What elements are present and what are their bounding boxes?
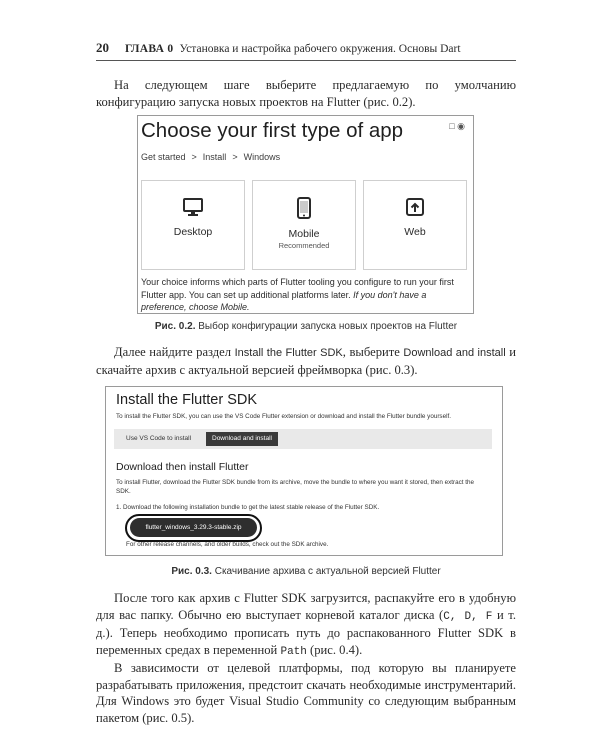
ui-term: Install the Flutter SDK [234, 347, 343, 359]
install-method-tabs [114, 429, 492, 449]
card-label: Mobile [288, 228, 320, 240]
download-bundle-button[interactable]: flutter_windows_3.29.3-stable.zip [130, 518, 257, 537]
breadcrumb-item[interactable]: Windows [243, 152, 281, 162]
note-italic: If you don't have a preference, choose Mobile. [141, 289, 427, 312]
figure-heading: Install the Flutter SDK [116, 392, 258, 408]
tab-download-install[interactable]: Download and install [206, 432, 278, 446]
figure-caption [96, 566, 516, 577]
note-text: Your choice informs which parts of Flutter tooling you configure to run your first Flutter app. You can set up additional platforms later. [141, 277, 454, 300]
figure-app-type-chooser [137, 115, 474, 314]
caption-text: Скачивание архива с актуальной версией Flutter [214, 566, 441, 577]
paragraph-install [96, 344, 516, 378]
header-divider [96, 60, 516, 61]
text-run: и т. д.). Теперь необходимо прописать путь до распакованного Flutter SDK в переменных средах в переменной [96, 607, 516, 657]
bug-icon[interactable]: ◉ [457, 121, 465, 131]
paragraph-text [96, 590, 516, 660]
text-run: После того как архив с Flutter SDK загрузится, распакуйте его в удобную для вас папку. Обычно ею выступает корневой каталог диска ( [96, 591, 516, 622]
breadcrumb [141, 152, 280, 162]
figure-heading: Choose your first type of app [141, 119, 404, 142]
card-web[interactable] [363, 180, 467, 270]
card-subtitle: Recommended [278, 241, 330, 250]
page-toolbar-icons [449, 121, 465, 132]
running-header [96, 40, 516, 56]
card-desktop[interactable] [141, 180, 245, 270]
figure-install-sdk [105, 386, 503, 556]
caption-label: Рис. 0.3. [171, 566, 212, 577]
paragraph-extract [96, 590, 516, 726]
highlight-circle [125, 514, 262, 542]
other-builds-text [126, 541, 328, 548]
card-label: Web [404, 226, 426, 238]
chevron-right-icon: > [232, 152, 238, 162]
step-text: 1. Download the following installation bundle to get the latest stable release of the Flutter SDK. [116, 504, 380, 511]
card-mobile[interactable] [252, 180, 356, 270]
page-number: 20 [96, 40, 109, 55]
text-run: . [326, 541, 329, 548]
chapter-title: Установка и настройка рабочего окружения. Основы Dart [179, 43, 461, 55]
breadcrumb-item[interactable]: Install [202, 152, 227, 162]
code-term: Path [280, 645, 307, 658]
ui-term: Download and install [403, 347, 506, 359]
breadcrumb-item[interactable]: Get started [141, 152, 186, 162]
figure-intro: To install the Flutter SDK, you can use the VS Code Flutter extension or download and install the Flutter bundle yourself. [116, 413, 451, 420]
document-icon[interactable]: □ [449, 121, 455, 131]
card-label: Desktop [173, 226, 213, 238]
text-run: For other release channels, and older builds, check out the [126, 541, 290, 548]
paragraph-intro [96, 77, 516, 110]
web-upload-icon [405, 197, 425, 217]
figure-caption [96, 321, 516, 332]
paragraph-text [96, 344, 516, 378]
chevron-right-icon: > [191, 152, 197, 162]
text-run: Далее найдите раздел [114, 345, 232, 359]
section-heading: Download then install Flutter [116, 461, 249, 473]
caption-label: Рис. 0.2. [154, 321, 196, 332]
paragraph-text: В зависимости от целевой платформы, под которую вы планируете разрабатывать приложения, предстоит скачать необходимые инструментарий. Для Windows это будет Visual Studio Community со следующим выбранным пакетом (рис. 0.5). [96, 661, 516, 725]
text-run: (рис. 0.4). [310, 642, 363, 657]
text-run: , выберите [342, 345, 400, 359]
tab-vs-code[interactable]: Use VS Code to install [126, 435, 192, 442]
chapter-label: ГЛАВА 0 [125, 43, 174, 55]
monitor-icon [182, 197, 204, 217]
caption-text: Выбор конфигурации запуска новых проектов на Flutter [198, 321, 458, 332]
paragraph-text: На следующем шаге выберите предлагаемую по умолчанию конфигурацию запуска новых проектов на Flutter (рис. 0.2). [96, 78, 516, 109]
code-term: C, D, F [443, 610, 493, 623]
text-run: и скачайте архив с актуальной версией фреймворка (рис. 0.3). [96, 345, 516, 377]
sdk-archive-link[interactable]: SDK archive [291, 541, 327, 548]
section-text: To install Flutter, download the Flutter SDK bundle from its archive, move the bundle to where you want it stored, then extract the SDK. [116, 479, 475, 495]
choice-note [141, 276, 467, 314]
phone-icon [296, 197, 312, 219]
